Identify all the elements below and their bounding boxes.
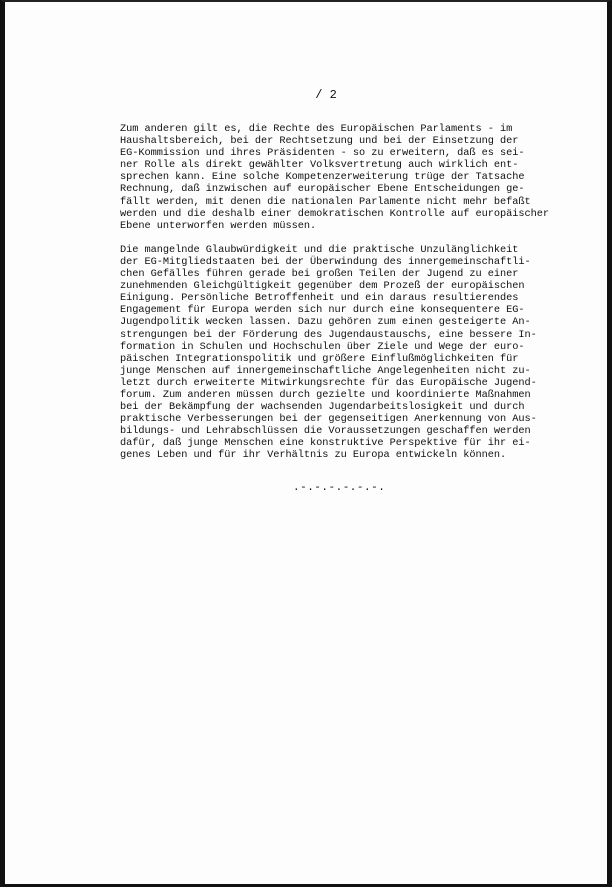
- paragraph-parliament-rights: [120, 123, 612, 232]
- text-line: bei der Bekämpfung der wachsenden Jugendarbeitslosigkeit und durch: [120, 401, 525, 414]
- text-line: Einigung. Persönliche Betroffenheit und ein daraus resultierendes: [120, 292, 519, 305]
- text-line: ner Rolle als direkt gewählter Volksvertretung auch wirklich ent-: [120, 159, 519, 172]
- text-line: EG-Kommission und ihres Präsidenten - so zu erweitern, daß es sei-: [120, 147, 525, 160]
- paragraph-youth-policy: [120, 244, 612, 462]
- text-line: Jugendpolitik wecken lassen. Dazu gehören zum einen gesteigerte An-: [120, 316, 531, 329]
- text-line: genes Leben und für ihr Verhältnis zu Europa entwickeln können.: [120, 449, 507, 462]
- end-marker: .-.-.-.-.-.-.: [293, 482, 386, 494]
- text-line: Zum anderen gilt es, die Rechte des Europäischen Parlaments - im: [120, 123, 513, 135]
- text-line: forum. Zum anderen müssen durch gezielte und koordinierte Maßnahmen: [120, 388, 531, 401]
- text-line: der EG-Mitgliedstaaten bei der Überwindung des innergemeinschaftli-: [120, 255, 531, 268]
- text-line: Engagement für Europa werden sich nur durch eine konsequentere EG-: [120, 304, 525, 317]
- text-line: strengungen bei der Förderung des Jugendaustauschs, eine bessere In-: [120, 328, 537, 341]
- text-line: letzt durch erweiterte Mitwirkungsrechte für das Europäische Jugend-: [120, 376, 537, 389]
- body-text: [120, 123, 612, 474]
- text-line: junge Menschen auf innergemeinschaftliche Angelegenheiten nicht zu-: [120, 364, 531, 377]
- text-line: päischen Integrationspolitik und größere Einflußmöglichkeiten für: [120, 352, 519, 365]
- text-line: chen Gefälles führen gerade bei großen Teilen der Jugend zu einer: [120, 268, 519, 281]
- text-line: Rechnung, daß inzwischen auf europäischer Ebene Entscheidungen ge-: [120, 183, 525, 196]
- text-line: sprechen kann. Eine solche Kompetenzerweiterung trüge der Tatsache: [120, 171, 525, 184]
- text-line: bildungs- und Lehrabschlüssen die Voraussetzungen geschaffen werden: [120, 425, 531, 438]
- text-line: formation in Schulen und Hochschulen über Ziele und Wege der euro-: [120, 340, 525, 353]
- text-line: Haushaltsbereich, bei der Rechtsetzung und bei der Einsetzung der: [120, 135, 519, 148]
- text-line: fällt werden, mit denen die nationalen Parlamente nicht mehr befaßt: [120, 195, 531, 208]
- text-line: Ebene unterworfen werden müssen.: [120, 219, 317, 232]
- text-line: Die mangelnde Glaubwürdigkeit und die praktische Unzulänglichkeit: [120, 243, 519, 256]
- page-number: / 2: [315, 88, 337, 102]
- text-line: dafür, daß junge Menschen eine konstruktive Perspektive für ihr ei-: [120, 437, 531, 450]
- text-line: praktische Verbesserungen bei der gegenseitigen Anerkennung von Aus-: [120, 413, 537, 426]
- text-line: werden und die deshalb einer demokratischen Kontrolle auf europäischer: [120, 207, 550, 220]
- text-line: zunehmenden Gleichgültigkeit gegenüber dem Prozeß der europäischen: [120, 280, 525, 293]
